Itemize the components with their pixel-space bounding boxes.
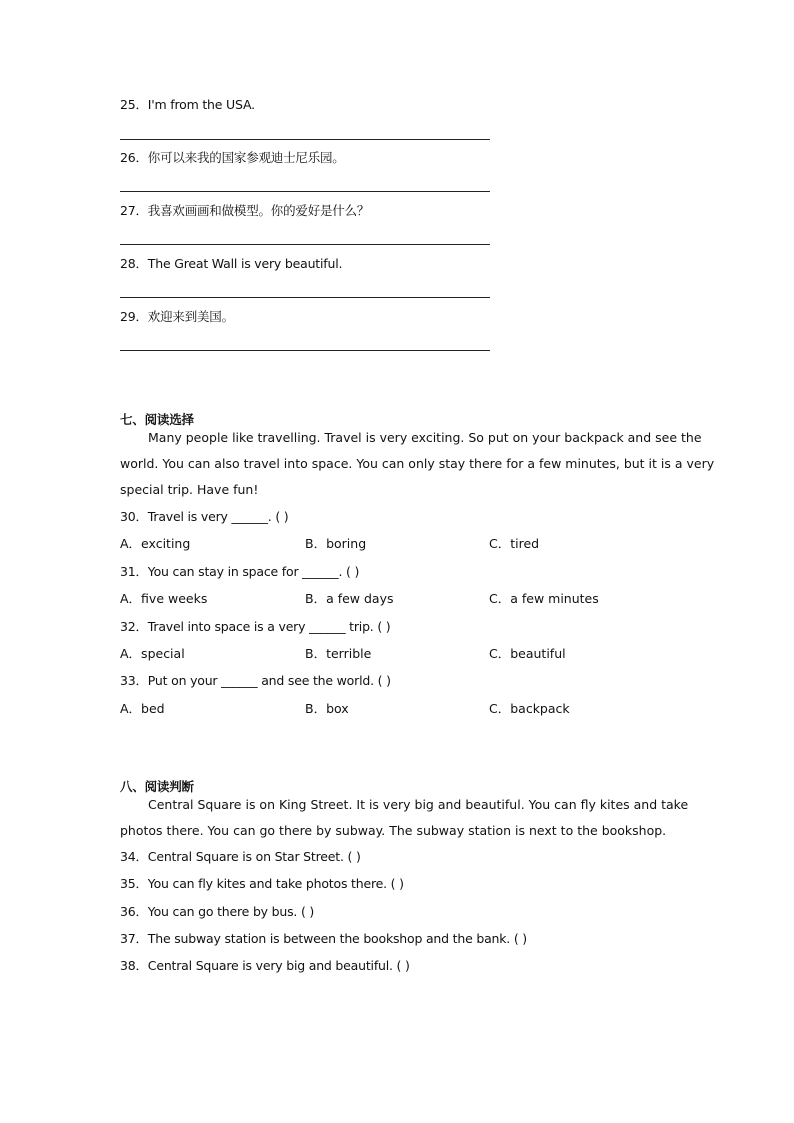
passage-line: photos there. You can go there by subway. The subway station is next to the bookshop. bbox=[120, 823, 667, 838]
statement-37: 37．The subway station is between the bookshop and the bank. ( ) bbox=[120, 931, 527, 946]
answer-line-28[interactable] bbox=[120, 297, 490, 298]
statement-34: 34．Central Square is on Star Street. ( ) bbox=[120, 849, 361, 864]
translation-item-29: 29．欢迎来到美国。 bbox=[120, 309, 234, 324]
answer-line-25[interactable] bbox=[120, 139, 490, 140]
section-heading: 七、阅读选择 bbox=[120, 412, 194, 427]
section-heading: 八、阅读判断 bbox=[120, 779, 194, 794]
question-32-option-b[interactable]: B．terrible bbox=[305, 646, 372, 661]
question-33-option-a[interactable]: A．bed bbox=[120, 701, 165, 716]
question-32-option-a[interactable]: A．special bbox=[120, 646, 185, 661]
answer-line-26[interactable] bbox=[120, 191, 490, 192]
passage-line: Many people like travelling. Travel is very exciting. So put on your backpack and see the bbox=[148, 430, 702, 445]
translation-item-28: 28．The Great Wall is very beautiful. bbox=[120, 256, 343, 271]
translation-item-25: 25．I'm from the USA. bbox=[120, 97, 255, 112]
statement-36: 36．You can go there by bus. ( ) bbox=[120, 904, 315, 919]
question-33-stem: 33．Put on your ______ and see the world. ( ) bbox=[120, 673, 391, 688]
answer-line-27[interactable] bbox=[120, 244, 490, 245]
passage-line: special trip. Have fun! bbox=[120, 482, 259, 497]
statement-35: 35．You can fly kites and take photos there. ( ) bbox=[120, 876, 404, 891]
translation-item-27: 27．我喜欢画画和做模型。你的爱好是什么？ bbox=[120, 203, 370, 218]
question-31-stem: 31．You can stay in space for ______. ( ) bbox=[120, 564, 360, 579]
translation-item-26: 26．你可以来我的国家参观迪士尼乐园。 bbox=[120, 150, 345, 165]
question-30-stem: 30．Travel is very ______. ( ) bbox=[120, 509, 289, 524]
answer-line-29[interactable] bbox=[120, 350, 490, 351]
question-31-option-c[interactable]: C．a few minutes bbox=[489, 591, 599, 606]
question-33-option-c[interactable]: C．backpack bbox=[489, 701, 570, 716]
question-30-option-a[interactable]: A．exciting bbox=[120, 536, 191, 551]
question-30-option-c[interactable]: C．tired bbox=[489, 536, 540, 551]
passage-line: Central Square is on King Street. It is very big and beautiful. You can fly kites and take bbox=[148, 797, 689, 812]
passage-line: world. You can also travel into space. You can only stay there for a few minutes, but it is a very bbox=[120, 456, 715, 471]
question-32-option-c[interactable]: C．beautiful bbox=[489, 646, 566, 661]
question-30-option-b[interactable]: B．boring bbox=[305, 536, 367, 551]
statement-38: 38．Central Square is very big and beautiful. ( ) bbox=[120, 958, 410, 973]
question-31-option-a[interactable]: A．five weeks bbox=[120, 591, 208, 606]
question-33-option-b[interactable]: B．box bbox=[305, 701, 349, 716]
question-32-stem: 32．Travel into space is a very ______ trip. ( ) bbox=[120, 619, 391, 634]
question-31-option-b[interactable]: B．a few days bbox=[305, 591, 394, 606]
